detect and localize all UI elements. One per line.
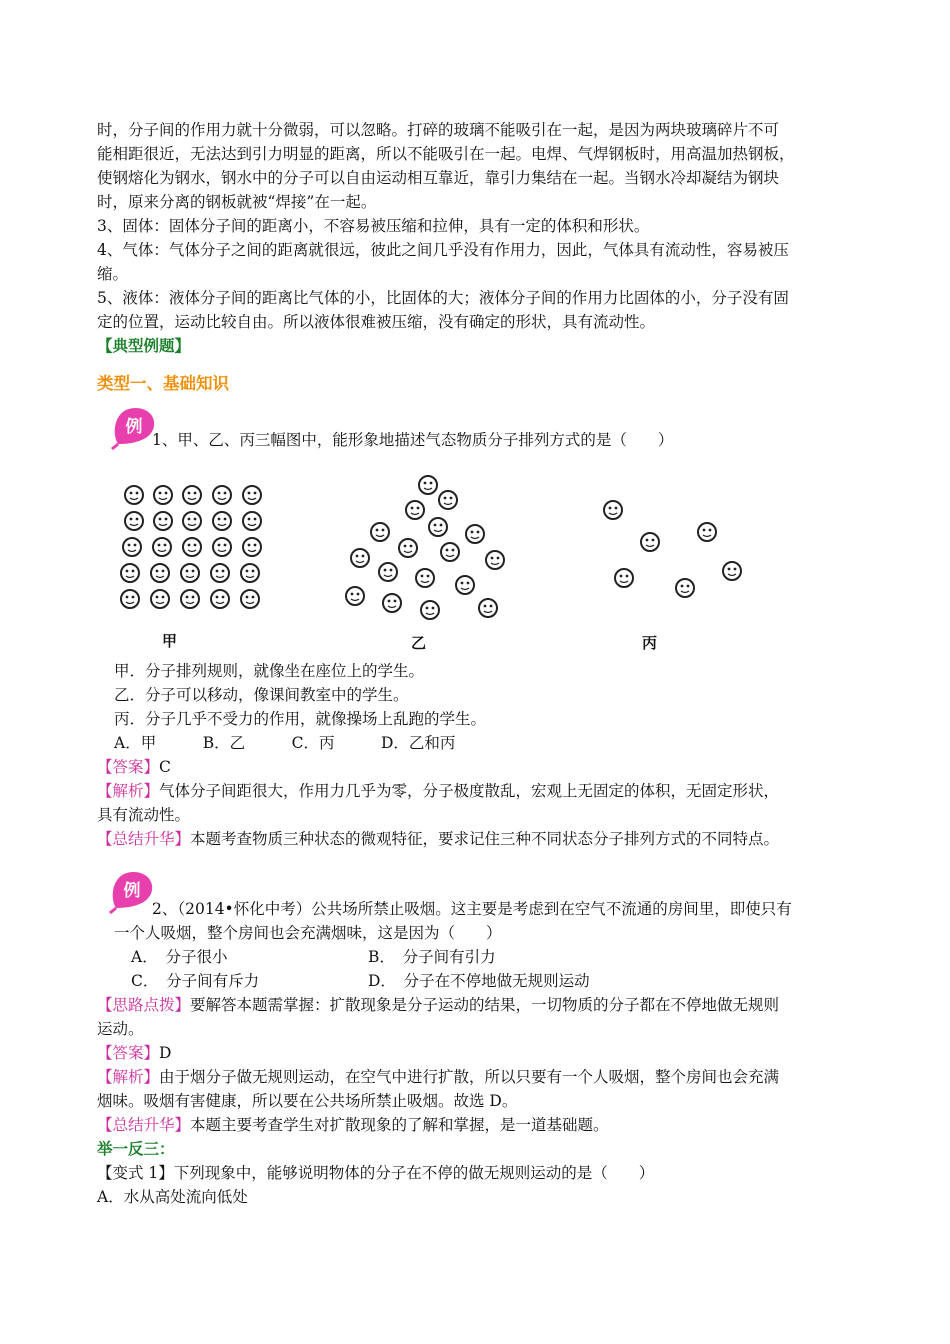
q1-desc-jia: 甲．分子排列规则，就像坐在座位上的学生。 bbox=[114, 662, 425, 680]
q1-analysis-cont: 具有流动性。 bbox=[97, 806, 191, 824]
practice-variant bbox=[97, 1161, 654, 1185]
intro-line-7: 缩。 bbox=[97, 265, 129, 283]
q2-option-c: C． 分子间有斥力 bbox=[131, 972, 260, 990]
practice-title: 举一反三： bbox=[97, 1139, 175, 1158]
q1-desc-bing: 丙．分子几乎不受力的作用，就像操场上乱跑的学生。 bbox=[114, 710, 487, 728]
answer-tag: 【答案】 bbox=[97, 758, 160, 776]
intro-line-5: 3、固体：固体分子间的距离小，不容易被压缩和拉伸，具有一定的体积和形状。 bbox=[97, 217, 650, 235]
q2-option-a: A． 分子很小 bbox=[131, 948, 228, 966]
analysis-text: 气体分子间距很大，作用力几乎为零，分子极度散乱，宏观上无固定的体积，无固定形状， bbox=[159, 782, 780, 800]
summary-text: 本题考查物质三种状态的微观特征，要求记住三种不同状态分子排列方式的不同特点。 bbox=[190, 830, 780, 848]
q1-stem: 1、甲、乙、丙三幅图中，能形象地描述气态物质分子排列方式的是（ ） bbox=[152, 431, 674, 449]
section-title: 【典型例题】 bbox=[97, 336, 191, 355]
intro-line-1: 时，分子间的作用力就十分微弱，可以忽略。打碎的玻璃不能吸引在一起，是因为两块玻璃碎片不可 bbox=[97, 121, 780, 139]
caption-jia: 甲 bbox=[162, 632, 178, 650]
q1-summary bbox=[97, 827, 779, 851]
type-title: 类型一、基础知识 bbox=[97, 374, 229, 393]
example-badge-icon bbox=[108, 868, 158, 914]
intro-line-2: 能相距很近，无法达到引力明显的距离，所以不能吸引在一起。电焊、气焊钢板时，用高温加热钢板， bbox=[97, 145, 795, 163]
intro-line-6: 4、气体：气体分子之间的距离就很远，彼此之间几乎没有作用力，因此，气体具有流动性，容易被压 bbox=[97, 241, 789, 259]
summary-tag: 【总结升华】 bbox=[97, 830, 191, 848]
q2-summary bbox=[97, 1113, 609, 1137]
intro-line-9: 定的位置，运动比较自由。所以液体很难被压缩，没有确定的形状，具有流动性。 bbox=[97, 313, 656, 331]
solid-molecules-grid bbox=[121, 486, 261, 608]
intro-line-8: 5、液体：液体分子间的距离比气体的小，比固体的大；液体分子间的作用力比固体的小，分子没有固 bbox=[97, 289, 789, 307]
liquid-molecules bbox=[346, 476, 504, 619]
q1-options: A．甲 B．乙 C．丙 D．乙和丙 bbox=[114, 734, 456, 752]
practice-option-a: A．水从高处流向低处 bbox=[97, 1188, 248, 1206]
caption-yi: 乙 bbox=[411, 634, 427, 652]
gas-molecules bbox=[604, 501, 741, 597]
q2-option-b: B． 分子间有引力 bbox=[368, 948, 496, 966]
q2-analysis bbox=[97, 1065, 779, 1089]
q1-analysis bbox=[97, 779, 779, 803]
q1-desc-yi: 乙．分子可以移动，像课间教室中的学生。 bbox=[114, 686, 409, 704]
analysis-tag: 【解析】 bbox=[97, 782, 160, 800]
q2-stem-line-2: 一个人吸烟，整个房间也会充满烟味，这是因为（ ） bbox=[114, 924, 502, 942]
hint-text: 要解答本题需掌握：扩散现象是分子运动的结果，一切物质的分子都在不停地做无规则 bbox=[190, 996, 780, 1014]
summary-tag: 【总结升华】 bbox=[97, 1116, 191, 1134]
q2-hint-cont: 运动。 bbox=[97, 1020, 144, 1038]
molecule-arrangement-figure bbox=[110, 470, 750, 655]
analysis-tag: 【解析】 bbox=[97, 1068, 160, 1086]
q2-hint bbox=[97, 993, 779, 1017]
answer-value: C bbox=[159, 758, 171, 776]
badge-label: 例 bbox=[123, 881, 141, 901]
answer-tag: 【答案】 bbox=[97, 1044, 160, 1062]
badge-label: 例 bbox=[125, 417, 143, 437]
q2-analysis-cont: 烟味。吸烟有害健康，所以要在公共场所禁止吸烟。故选 D。 bbox=[97, 1092, 518, 1110]
intro-line-3: 使钢熔化为钢水，钢水中的分子可以自由运动相互靠近，靠引力集结在一起。当钢水冷却凝结为钢块 bbox=[97, 169, 780, 187]
hint-tag: 【思路点拨】 bbox=[97, 996, 191, 1014]
q2-option-d: D． 分子在不停地做无规则运动 bbox=[368, 972, 590, 990]
variant-text: 下列现象中，能够说明物体的分子在不停的做无规则运动的是（ ） bbox=[173, 1164, 655, 1182]
q2-answer bbox=[97, 1041, 171, 1065]
caption-bing: 丙 bbox=[642, 634, 658, 652]
q2-stem-line-1: 2、（2014•怀化中考）公共场所禁止吸烟。这主要是考虑到在空气不流通的房间里，即使只有 bbox=[152, 900, 792, 918]
answer-value: D bbox=[159, 1044, 172, 1062]
variant-tag: 【变式 1】 bbox=[97, 1164, 174, 1182]
q1-answer bbox=[97, 755, 171, 779]
intro-line-4: 时，原来分离的钢板就被“焊接”在一起。 bbox=[97, 193, 377, 211]
summary-text: 本题主要考查学生对扩散现象的了解和掌握，是一道基础题。 bbox=[190, 1116, 609, 1134]
analysis-text: 由于烟分子做无规则运动，在空气中进行扩散，所以只要有一个人吸烟，整个房间也会充满 bbox=[159, 1068, 780, 1086]
